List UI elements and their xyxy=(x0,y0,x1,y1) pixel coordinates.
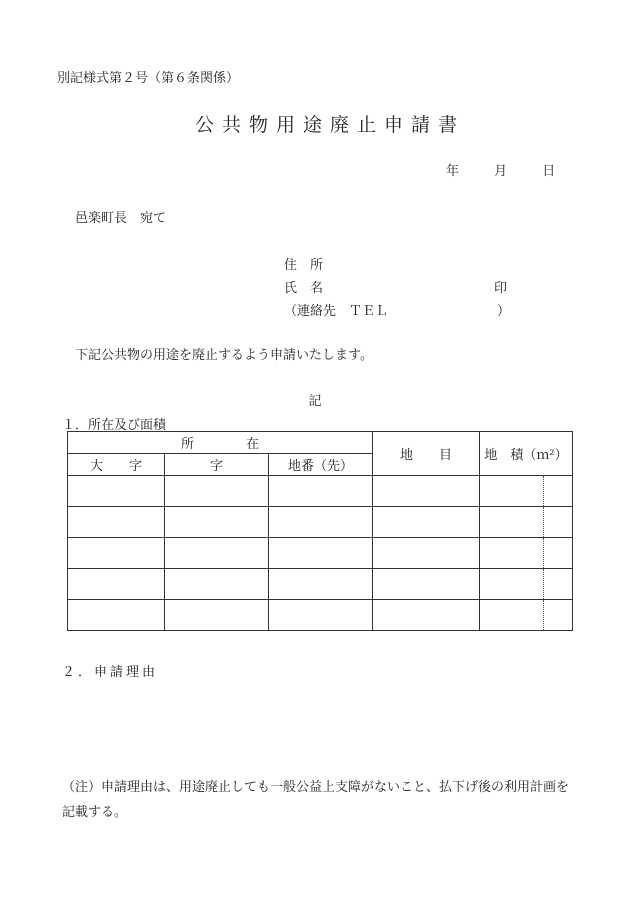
aza-cell[interactable] xyxy=(165,600,269,631)
chiban-cell[interactable] xyxy=(269,538,373,569)
request-statement: 下記公共物の用途を廃止するよう申請いたします。 xyxy=(75,348,373,363)
note-line-1: （注）申請理由は、用途廃止しても一般公益上支障がないこと、払下げ後の利用計画を xyxy=(62,780,570,795)
section1-heading: １．所在及び面積 xyxy=(62,418,167,433)
location-header: 所 在 xyxy=(68,432,373,454)
area-decimal-cell[interactable] xyxy=(544,538,573,569)
date-day-label: 日 xyxy=(542,164,556,179)
aza-cell[interactable] xyxy=(165,507,269,538)
ki-marker: 記 xyxy=(308,394,322,409)
chiban-cell[interactable] xyxy=(269,476,373,507)
area-decimal-cell[interactable] xyxy=(544,600,573,631)
table-row xyxy=(68,538,573,569)
form-number: 別記様式第２号（第６条関係） xyxy=(57,71,240,86)
area-header: 地 積（ｍ²） xyxy=(480,432,573,476)
addressee: 邑楽町長 宛て xyxy=(75,211,167,226)
aza-cell[interactable] xyxy=(165,569,269,600)
chimoku-cell[interactable] xyxy=(373,600,480,631)
contact-label: （連絡先 ＴＥＬ xyxy=(284,304,389,319)
chimoku-header: 地 目 xyxy=(373,432,480,476)
area-decimal-cell[interactable] xyxy=(544,476,573,507)
table-row xyxy=(68,569,573,600)
document-title: 公共物用途廃止申請書 xyxy=(194,114,465,136)
aza-cell[interactable] xyxy=(165,476,269,507)
section2-heading: ２．申請理由 xyxy=(62,665,159,680)
note-line-2: 記載する。 xyxy=(62,805,128,820)
area-decimal-cell[interactable] xyxy=(544,507,573,538)
contact-close-paren: ） xyxy=(497,304,511,319)
area-integer-cell[interactable] xyxy=(480,507,544,538)
area-integer-cell[interactable] xyxy=(480,538,544,569)
date-row xyxy=(446,160,555,179)
address-label: 住 所 xyxy=(284,258,324,273)
table-row xyxy=(68,476,573,507)
area-decimal-cell[interactable] xyxy=(544,569,573,600)
chiban-header: 地番（先） xyxy=(269,454,373,476)
area-integer-cell[interactable] xyxy=(480,476,544,507)
chiban-cell[interactable] xyxy=(269,569,373,600)
area-integer-cell[interactable] xyxy=(480,569,544,600)
oaza-cell[interactable] xyxy=(68,538,165,569)
chimoku-cell[interactable] xyxy=(373,476,480,507)
chiban-cell[interactable] xyxy=(269,600,373,631)
table-row xyxy=(68,507,573,538)
chimoku-cell[interactable] xyxy=(373,507,480,538)
aza-header: 字 xyxy=(165,454,269,476)
area-integer-cell[interactable] xyxy=(480,600,544,631)
seal-mark: 印 xyxy=(494,281,508,296)
name-label: 氏 名 xyxy=(284,281,324,296)
oaza-header: 大 字 xyxy=(68,454,165,476)
aza-cell[interactable] xyxy=(165,538,269,569)
oaza-cell[interactable] xyxy=(68,507,165,538)
oaza-cell[interactable] xyxy=(68,476,165,507)
chimoku-cell[interactable] xyxy=(373,569,480,600)
chiban-cell[interactable] xyxy=(269,507,373,538)
oaza-cell[interactable] xyxy=(68,569,165,600)
chimoku-cell[interactable] xyxy=(373,538,480,569)
oaza-cell[interactable] xyxy=(68,600,165,631)
table-row xyxy=(68,600,573,631)
date-year-label: 年 xyxy=(446,164,460,179)
location-area-table xyxy=(67,431,573,631)
date-month-label: 月 xyxy=(494,164,508,179)
